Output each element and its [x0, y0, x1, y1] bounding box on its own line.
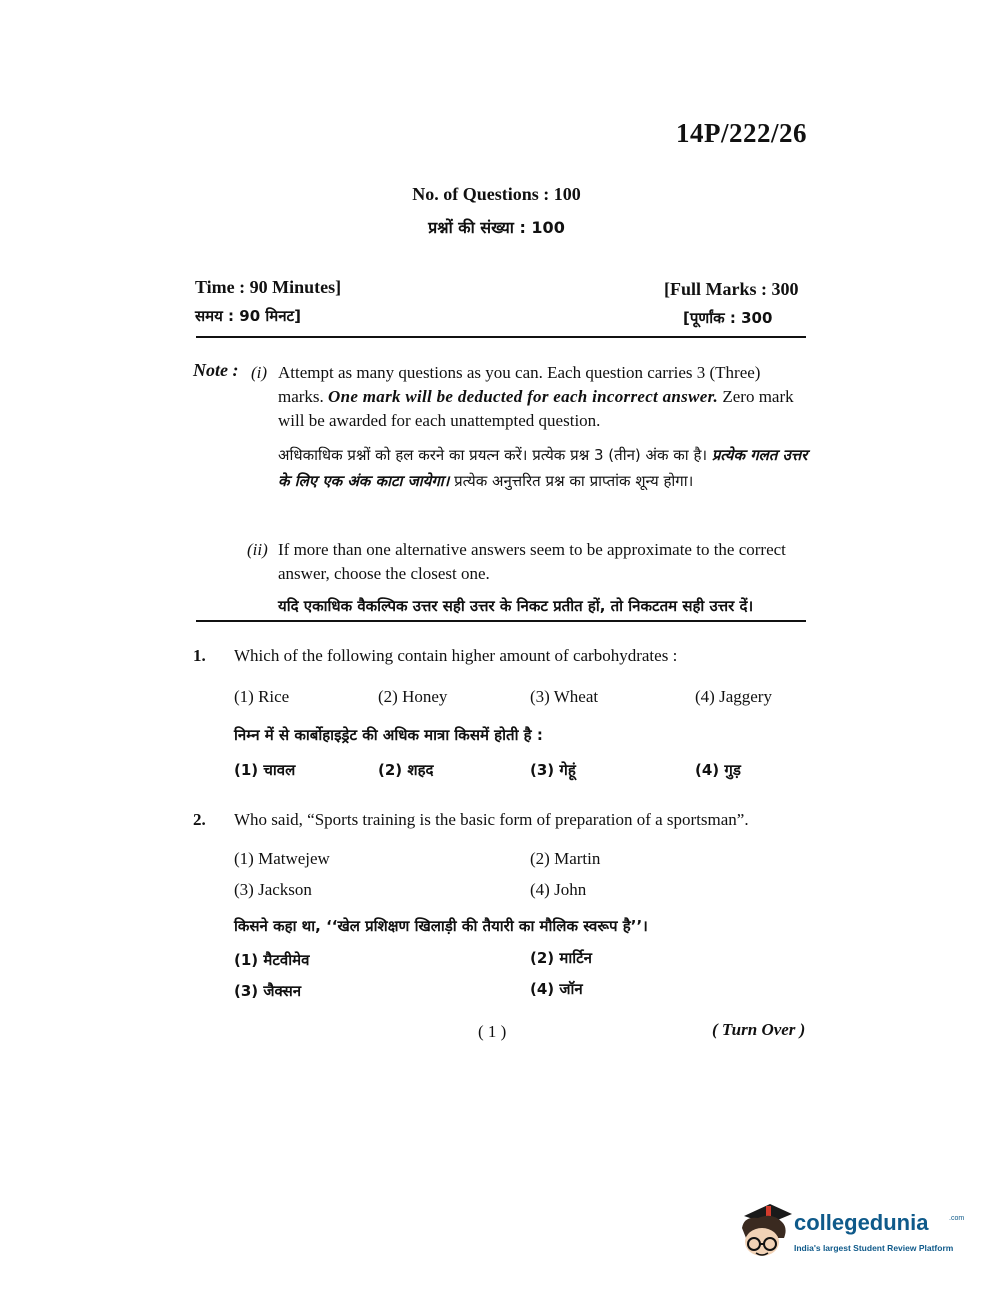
logo-tagline: India's largest Student Review Platform — [794, 1243, 954, 1253]
logo-suffix: .com — [949, 1215, 965, 1222]
header-divider — [196, 336, 806, 338]
question-1-text-en: Which of the following contain higher amount of carbohydrates : — [234, 646, 678, 665]
turn-over-label: ( Turn Over ) — [712, 1020, 806, 1039]
question-1-option-4-hi[interactable]: (4) गुड़ — [695, 761, 741, 779]
note-i-hindi — [278, 442, 808, 494]
question-2-option-1-en[interactable]: (1) Matwejew — [234, 849, 330, 868]
note-i-hi-3: प्रत्येक अनुत्तरित प्रश्न का प्राप्तांक शून्य होगा। — [454, 472, 694, 490]
question-2-option-3-en[interactable]: (3) Jackson — [234, 880, 312, 899]
question-1-option-4-en[interactable]: (4) Jaggery — [695, 687, 772, 706]
marks-hi: [पूर्णांक : 300 — [683, 309, 773, 327]
question-1-text-hi: निम्न में से कार्बोहाइड्रेट की अधिक मात्रा किसमें होती है : — [234, 726, 543, 744]
question-2-option-3-hi[interactable]: (3) जैक्सन — [234, 982, 302, 1000]
note-i-en-1: Attempt as many questions as you can. Each question carries 3 (Three) marks. — [278, 363, 761, 406]
note-i-marker: (i) — [251, 363, 268, 382]
time-en: Time : 90 Minutes] — [195, 277, 342, 297]
paper-code: 14P/222/26 — [676, 118, 807, 148]
question-1-number: 1. — [193, 646, 206, 665]
note-i-hi-1: अधिकाधिक प्रश्नों को हल करने का प्रयत्न करें। प्रत्येक प्रश्न 3 (तीन) अंक का है। — [278, 446, 708, 464]
page-number: ( 1 ) — [478, 1022, 507, 1041]
note-ii-marker: (ii) — [247, 540, 268, 559]
question-2-number: 2. — [193, 810, 206, 829]
question-2-text-en: Who said, “Sports training is the basic form of preparation of a sportsman”. — [234, 810, 749, 829]
question-2-text-hi: किसने कहा था, ‘‘खेल प्रशिक्षण खिलाड़ी की तैयारी का मौलिक स्वरूप है’’। — [234, 917, 648, 935]
time-hi: समय : 90 मिनट] — [195, 307, 301, 325]
question-2-option-4-en[interactable]: (4) John — [530, 880, 587, 899]
question-2-option-2-en[interactable]: (2) Martin — [530, 849, 601, 868]
logo-name: collegedunia — [794, 1210, 929, 1235]
num-questions-en: No. of Questions : 100 — [412, 184, 581, 204]
question-1-option-3-hi[interactable]: (3) गेहूं — [530, 761, 576, 779]
question-1-option-2-hi[interactable]: (2) शहद — [378, 761, 434, 779]
note-i-english — [278, 361, 808, 433]
note-label: Note : — [193, 360, 239, 380]
marks-en: [Full Marks : 300 — [664, 279, 799, 299]
note-divider — [196, 620, 806, 622]
question-1-option-2-en[interactable]: (2) Honey — [378, 687, 448, 706]
question-1-option-3-en[interactable]: (3) Wheat — [530, 687, 599, 706]
note-i-en-3: Zero mark will be awarded for each unattempted question. — [278, 387, 794, 430]
note-i-en-2: One mark will be deducted for each incorrect answer. — [328, 387, 719, 406]
question-2-option-4-hi[interactable]: (4) जॉन — [530, 980, 583, 998]
note-ii-hi: यदि एकाधिक वैकल्पिक उत्तर सही उत्तर के निकट प्रतीत हों, तो निकटतम सही उत्तर दें। — [278, 597, 754, 615]
num-questions-hi: प्रश्नों की संख्या : 100 — [428, 218, 565, 237]
note-i-hi-2: प्रत्येक गलत उत्तर के लिए एक अंक काटा जायेगा। — [278, 446, 808, 490]
question-1-option-1-en[interactable]: (1) Rice — [234, 687, 290, 706]
question-2-option-1-hi[interactable]: (1) मैटवीमेव — [234, 951, 310, 969]
question-1-option-1-hi[interactable]: (1) चावल — [234, 761, 296, 779]
question-2-option-2-hi[interactable]: (2) मार्टिन — [530, 949, 592, 967]
note-ii-en: If more than one alternative answers seem to be approximate to the correct answer, choose the closest one. — [278, 540, 786, 583]
